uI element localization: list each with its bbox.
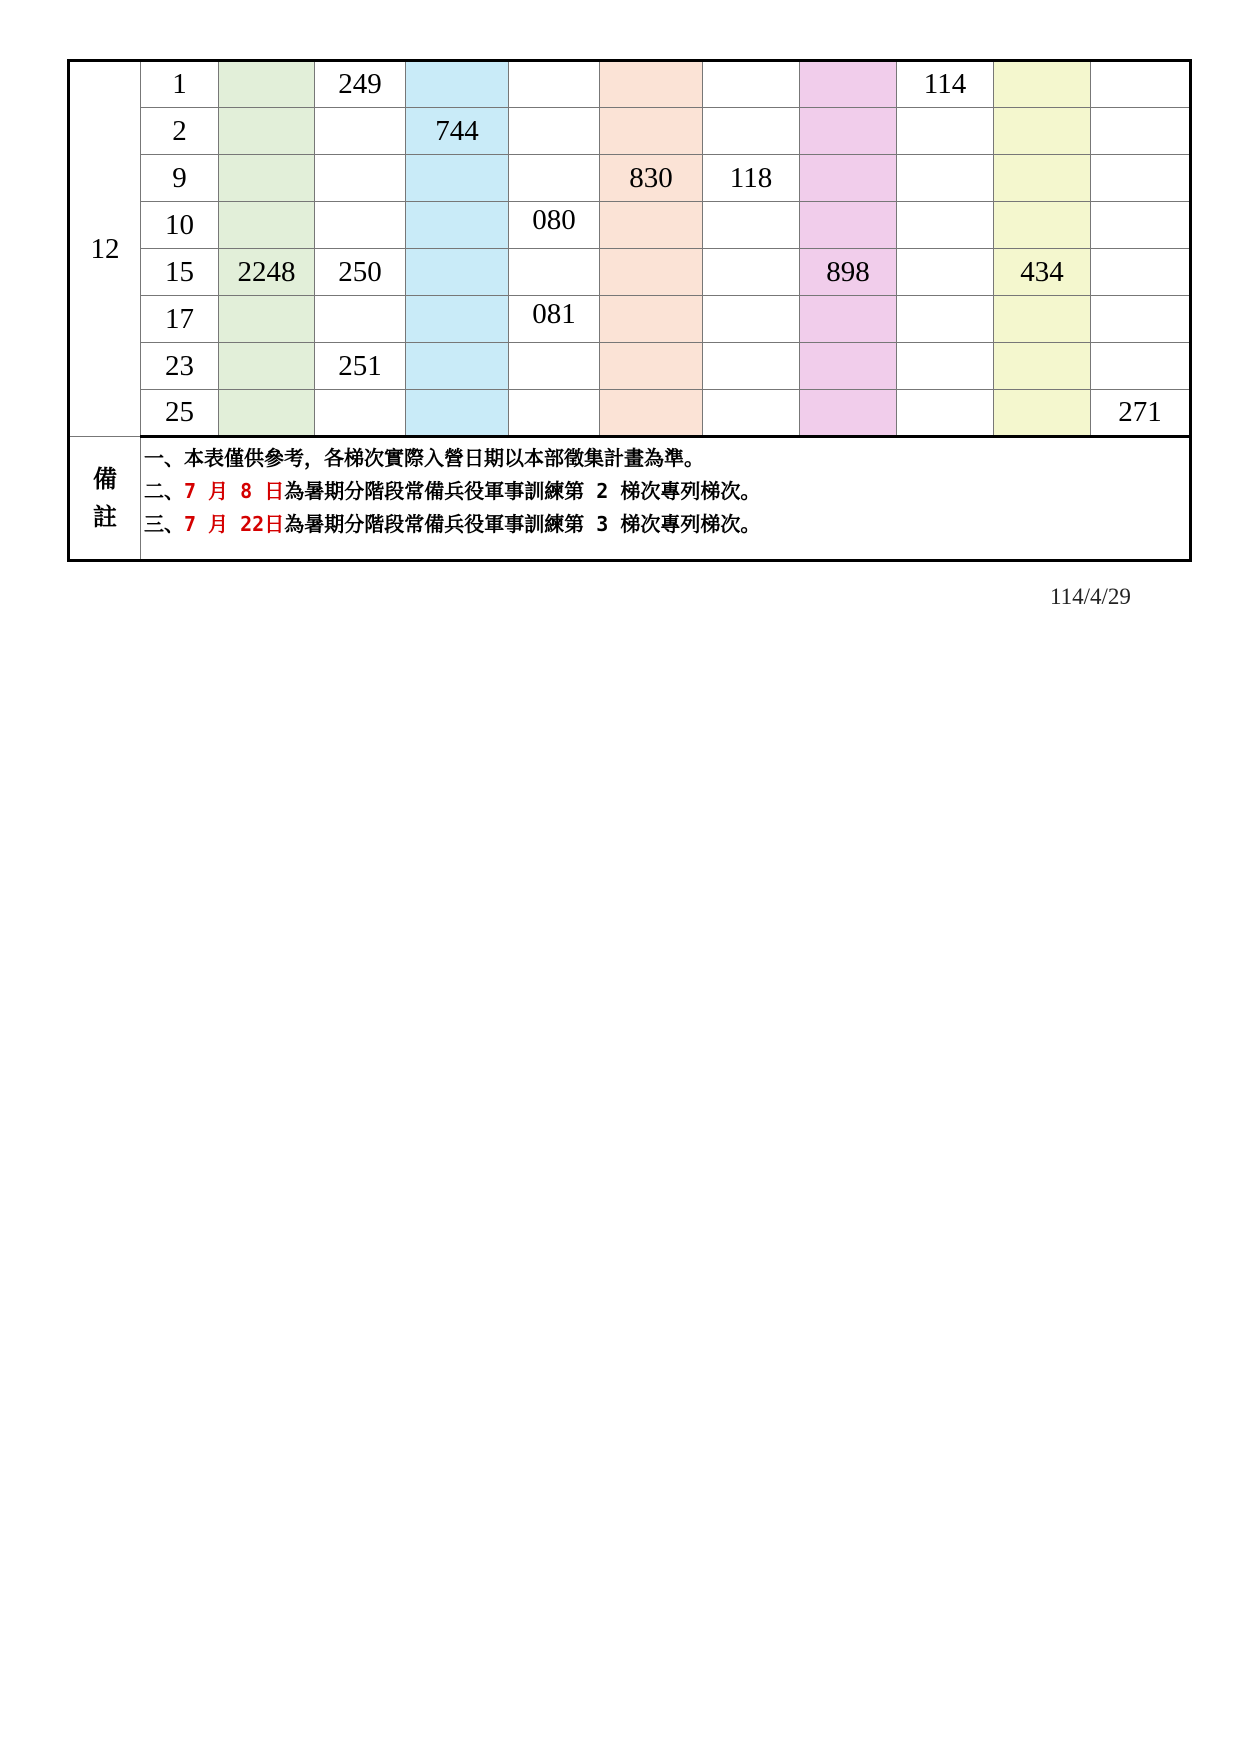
batch-cell: 744 [406, 108, 509, 155]
batch-cell [509, 61, 600, 108]
batch-cell [800, 108, 897, 155]
day-cell: 1 [141, 61, 219, 108]
remark-note-2-day-char: 日 [264, 479, 285, 503]
batch-cell [1091, 249, 1191, 296]
batch-cell: 114 [897, 61, 994, 108]
remarks-section [69, 437, 1191, 561]
batch-cell [600, 343, 703, 390]
batch-cell: 251 [315, 343, 406, 390]
batch-cell [600, 390, 703, 437]
batch-cell [994, 61, 1091, 108]
batch-cell [897, 202, 994, 249]
batch-cell [219, 61, 315, 108]
batch-cell: 271 [1091, 390, 1191, 437]
remark-note-3-day-char: 日 [264, 512, 285, 536]
day-cell: 15 [141, 249, 219, 296]
table-row [69, 390, 1191, 437]
remark-note-3-batch: 3 [596, 512, 609, 536]
remarks-label [69, 437, 141, 561]
day-cell: 9 [141, 155, 219, 202]
batch-cell [994, 343, 1091, 390]
batch-cell [703, 108, 800, 155]
batch-cell [509, 249, 600, 296]
batch-cell: 2248 [219, 249, 315, 296]
batch-cell [703, 296, 800, 343]
batch-cell [600, 202, 703, 249]
remark-note-3-month-char: 月 [208, 512, 229, 536]
batch-cell: 898 [800, 249, 897, 296]
document-date: 114/4/29 [1050, 584, 1131, 609]
remark-note-3-text: 為暑期分階段常備兵役軍事訓練第 [284, 512, 585, 536]
remark-note-2-month: 7 [184, 479, 197, 503]
batch-cell [800, 390, 897, 437]
table-row [69, 202, 1191, 249]
batch-cell [406, 343, 509, 390]
batch-cell: 080 [509, 202, 600, 249]
batch-cell [315, 296, 406, 343]
batch-cell [1091, 155, 1191, 202]
table-row [69, 155, 1191, 202]
batch-cell [600, 249, 703, 296]
batch-cell [406, 61, 509, 108]
table-row [69, 249, 1191, 296]
batch-cell [994, 108, 1091, 155]
remark-note-3-date [184, 512, 284, 536]
batch-cell: 249 [315, 61, 406, 108]
remark-note-1: 一、本表僅供參考，各梯次實際入營日期以本部徵集計畫為準。 [144, 446, 704, 470]
batch-cell [800, 202, 897, 249]
schedule-body [69, 61, 1191, 437]
batch-cell [406, 249, 509, 296]
batch-cell [1091, 296, 1191, 343]
batch-cell [897, 296, 994, 343]
remark-note-3-day: 22 [240, 512, 265, 536]
batch-cell [800, 155, 897, 202]
batch-cell [703, 343, 800, 390]
batch-cell [897, 108, 994, 155]
batch-cell [315, 202, 406, 249]
batch-cell [406, 155, 509, 202]
batch-cell [897, 343, 994, 390]
batch-cell [897, 249, 994, 296]
remarks-label-char-2: 註 [93, 503, 117, 531]
batch-cell [1091, 61, 1191, 108]
batch-cell [703, 61, 800, 108]
table-row [69, 61, 1191, 108]
batch-cell [994, 155, 1091, 202]
batch-cell [600, 108, 703, 155]
batch-cell: 081 [509, 296, 600, 343]
batch-cell [509, 390, 600, 437]
remark-note-3-prefix: 三、 [144, 512, 184, 536]
batch-cell [219, 296, 315, 343]
batch-cell: 434 [994, 249, 1091, 296]
batch-cell: 118 [703, 155, 800, 202]
batch-cell [315, 108, 406, 155]
batch-cell [219, 108, 315, 155]
batch-cell [509, 343, 600, 390]
day-cell: 25 [141, 390, 219, 437]
batch-cell [600, 296, 703, 343]
month-cell: 12 [69, 61, 141, 437]
batch-cell [1091, 108, 1191, 155]
day-cell: 10 [141, 202, 219, 249]
remark-note-2-batch: 2 [596, 479, 609, 503]
batch-cell [994, 296, 1091, 343]
batch-cell [219, 343, 315, 390]
batch-cell [219, 390, 315, 437]
remark-note-2-day: 8 [240, 479, 253, 503]
remark-note-2-text: 為暑期分階段常備兵役軍事訓練第 [284, 479, 585, 503]
table-row [69, 343, 1191, 390]
day-cell: 23 [141, 343, 219, 390]
batch-cell [219, 202, 315, 249]
batch-cell [315, 390, 406, 437]
table-row [69, 296, 1191, 343]
day-cell: 2 [141, 108, 219, 155]
batch-cell [509, 108, 600, 155]
remark-note-3 [144, 508, 1189, 541]
batch-cell [703, 249, 800, 296]
remark-note-3-month: 7 [184, 512, 197, 536]
batch-cell [994, 202, 1091, 249]
remark-note-3-suffix: 梯次專列梯次。 [620, 512, 761, 536]
batch-cell: 830 [600, 155, 703, 202]
batch-cell [406, 390, 509, 437]
day-cell: 17 [141, 296, 219, 343]
batch-cell [1091, 343, 1191, 390]
batch-cell [800, 296, 897, 343]
remark-note-2-suffix: 梯次專列梯次。 [620, 479, 761, 503]
schedule-table [67, 59, 1192, 562]
table-row [69, 108, 1191, 155]
remark-note-2-month-char: 月 [208, 479, 229, 503]
batch-cell [897, 390, 994, 437]
batch-cell [315, 155, 406, 202]
batch-cell [703, 390, 800, 437]
batch-cell [406, 202, 509, 249]
batch-cell [897, 155, 994, 202]
remark-note-2-date [184, 479, 284, 503]
remark-note-2-prefix: 二、 [144, 479, 184, 503]
batch-cell [600, 61, 703, 108]
batch-cell [406, 296, 509, 343]
batch-cell [509, 155, 600, 202]
batch-cell [994, 390, 1091, 437]
batch-cell [703, 202, 800, 249]
batch-cell: 250 [315, 249, 406, 296]
remarks-body [141, 437, 1191, 561]
batch-cell [800, 61, 897, 108]
remarks-label-char-1: 備 [93, 465, 117, 493]
remark-note-2 [144, 475, 1189, 508]
batch-cell [1091, 202, 1191, 249]
batch-cell [800, 343, 897, 390]
batch-cell [219, 155, 315, 202]
